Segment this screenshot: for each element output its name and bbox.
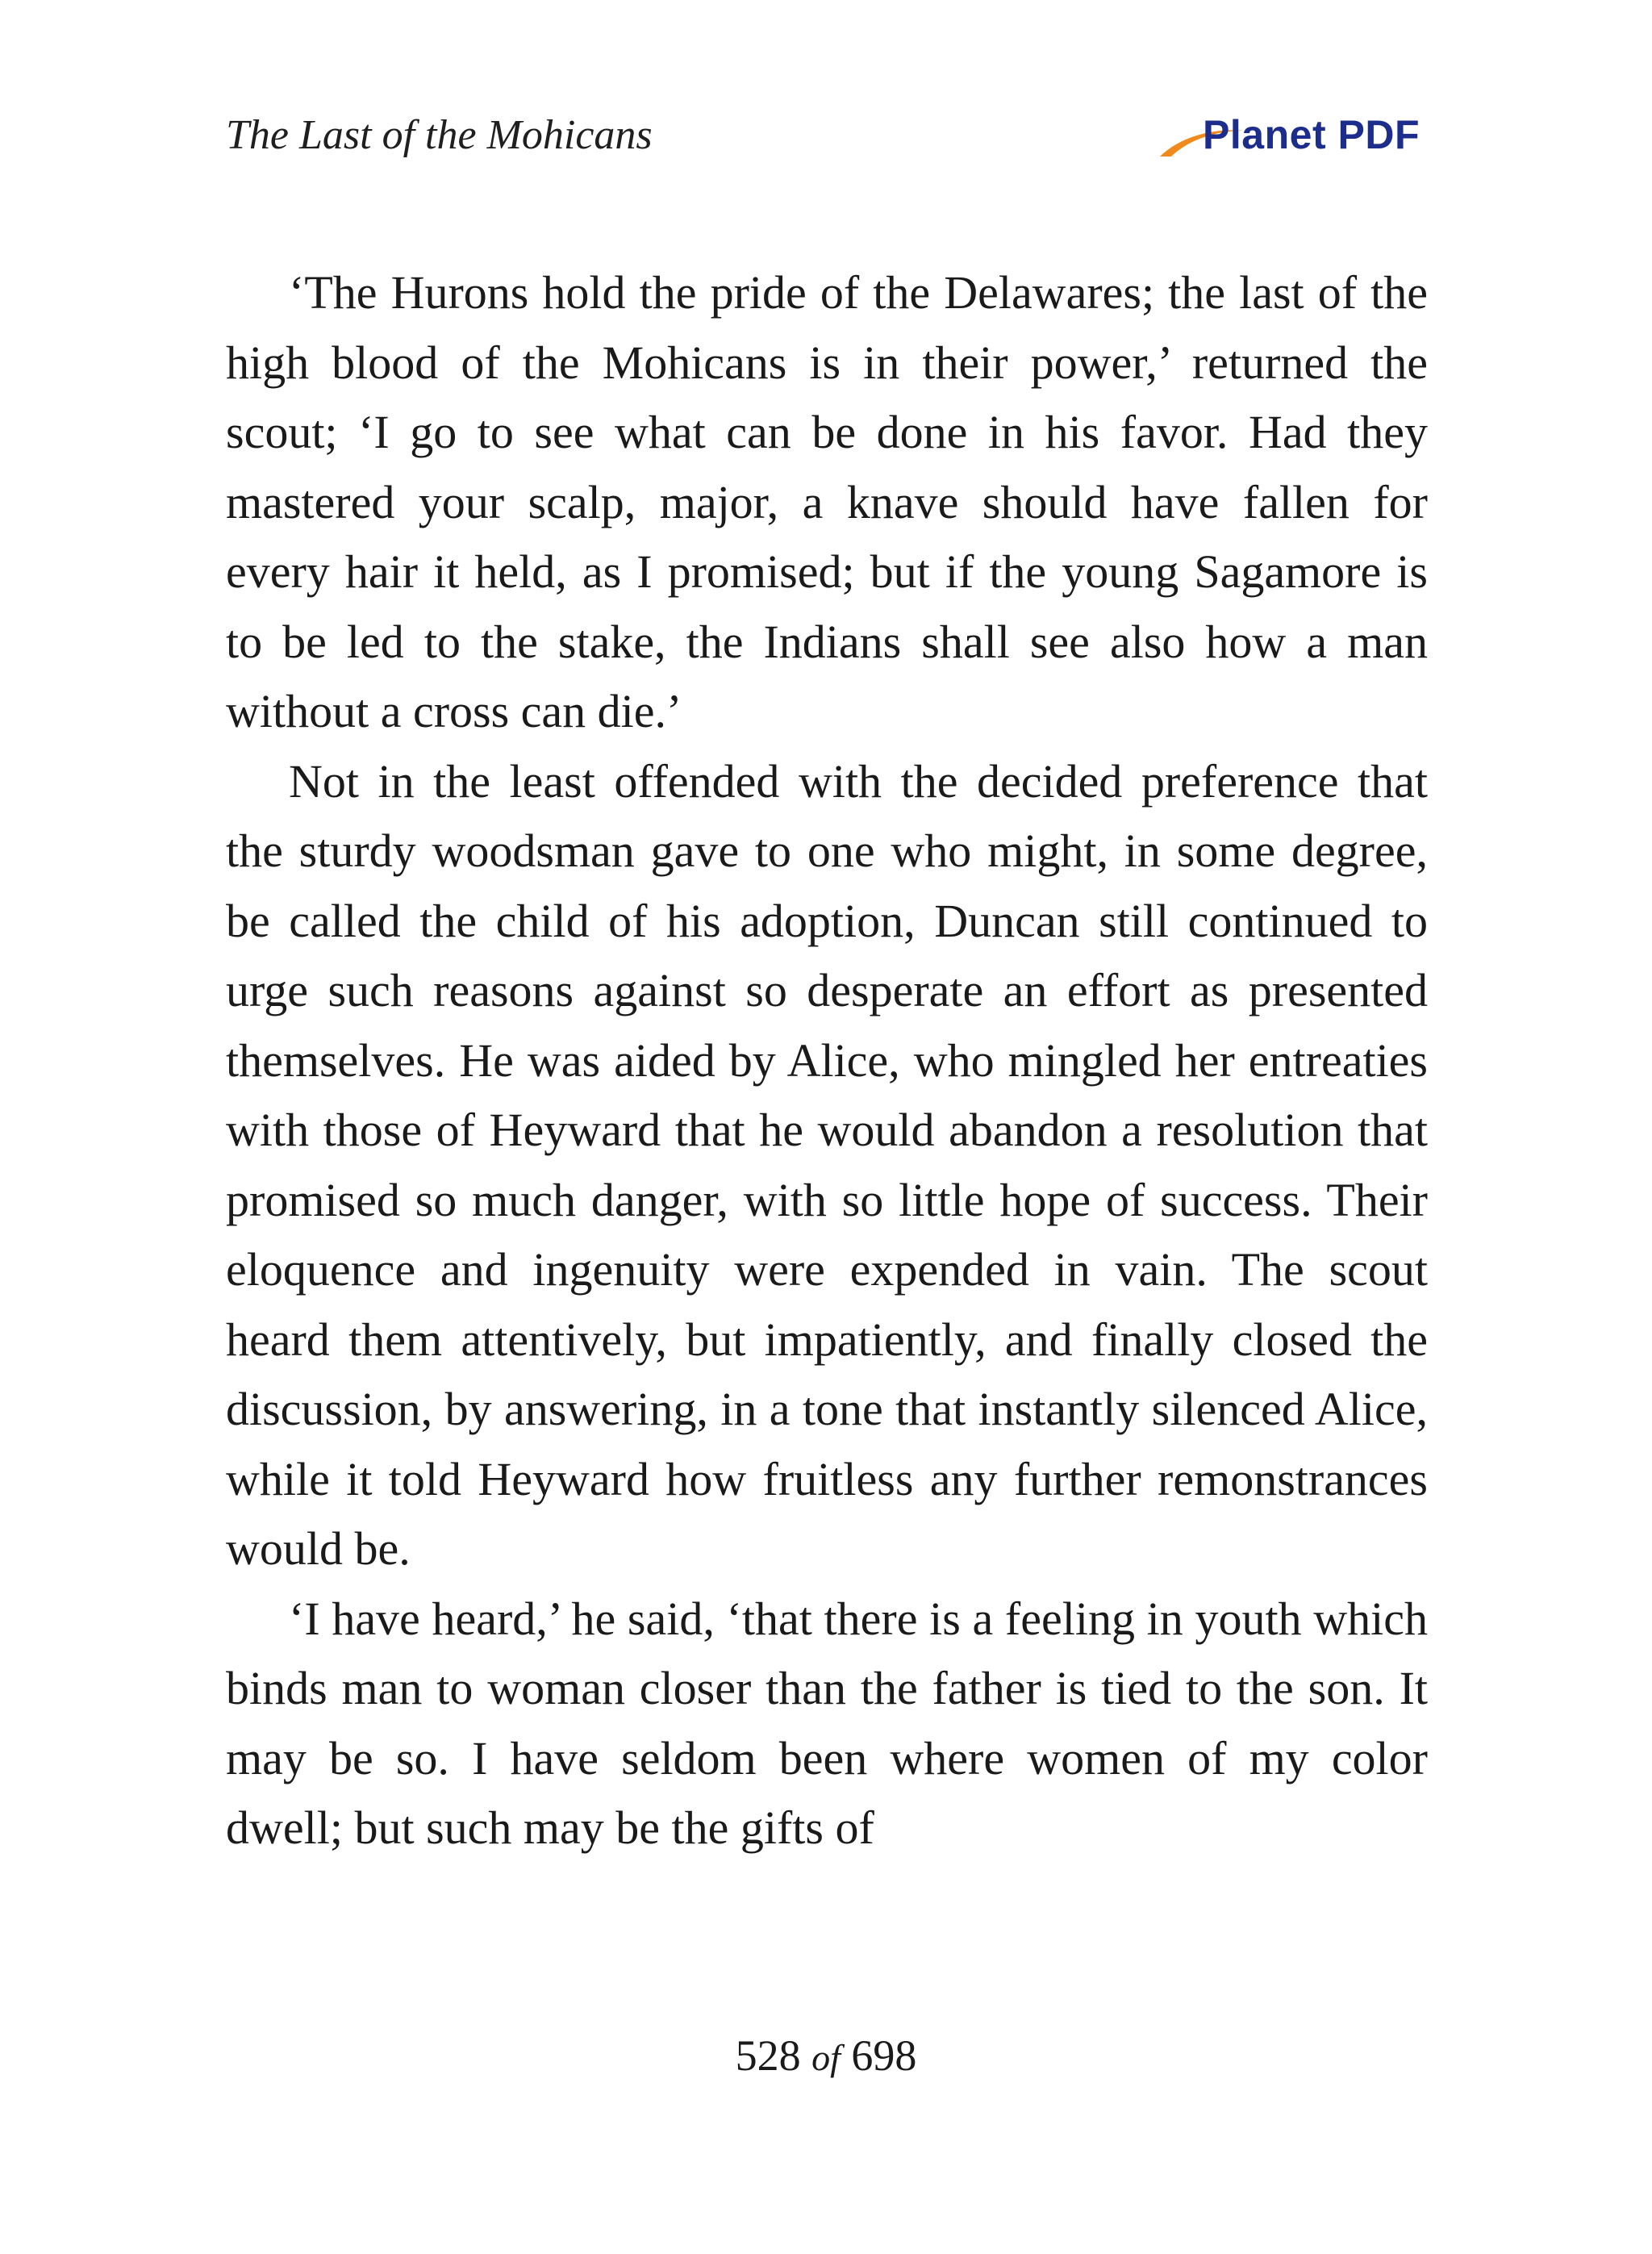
total-pages: 698	[851, 2031, 917, 2080]
paragraph: ‘The Hurons hold the pride of the Delawares; the last of the high blood of the Mohicans is in their power,’ returned the scout; ‘I go to see what can be done in his favor. Had they mastered your scalp, major, a knave should have fallen for every hair it held, as I promised; but if the young Sagamore is to be led to the stake, the Indians shall see also how a man without a cross can die.’	[226, 266, 1428, 737]
planet-pdf-logo	[1153, 106, 1428, 171]
body-text	[226, 258, 1428, 1864]
page-number	[0, 2023, 1652, 2090]
paragraph: ‘I have heard,’ he said, ‘that there is a feeling in youth which binds man to woman closer than the father is tied to the son. It may be so. I have seldom been where women of my color dwell; but such may be the gifts of	[226, 1592, 1428, 1854]
current-page: 528	[735, 2031, 801, 2080]
of-label: of	[811, 2037, 841, 2078]
logo-text: Planet PDF	[1203, 112, 1420, 157]
book-title: The Last of the Mohicans	[226, 112, 653, 158]
paragraph: Not in the least offended with the decided preference that the sturdy woodsman gave to one who might, in some degree, be called the child of his adoption, Duncan still continued to urge such reasons against so desperate an effort as presented themselves. He was aided by Alice, who mingled her entreaties with those of Heyward that he would abandon a resolution that promised so much danger, with so little hope of success. Their eloquence and ingenuity were expended in vain. The scout heard them attentively, but impatiently, and finally closed the discussion, by answering, in a tone that instantly silenced Alice, while it told Heyward how fruitless any further remonstrances would be.	[226, 754, 1428, 1575]
page-header	[226, 103, 1428, 176]
